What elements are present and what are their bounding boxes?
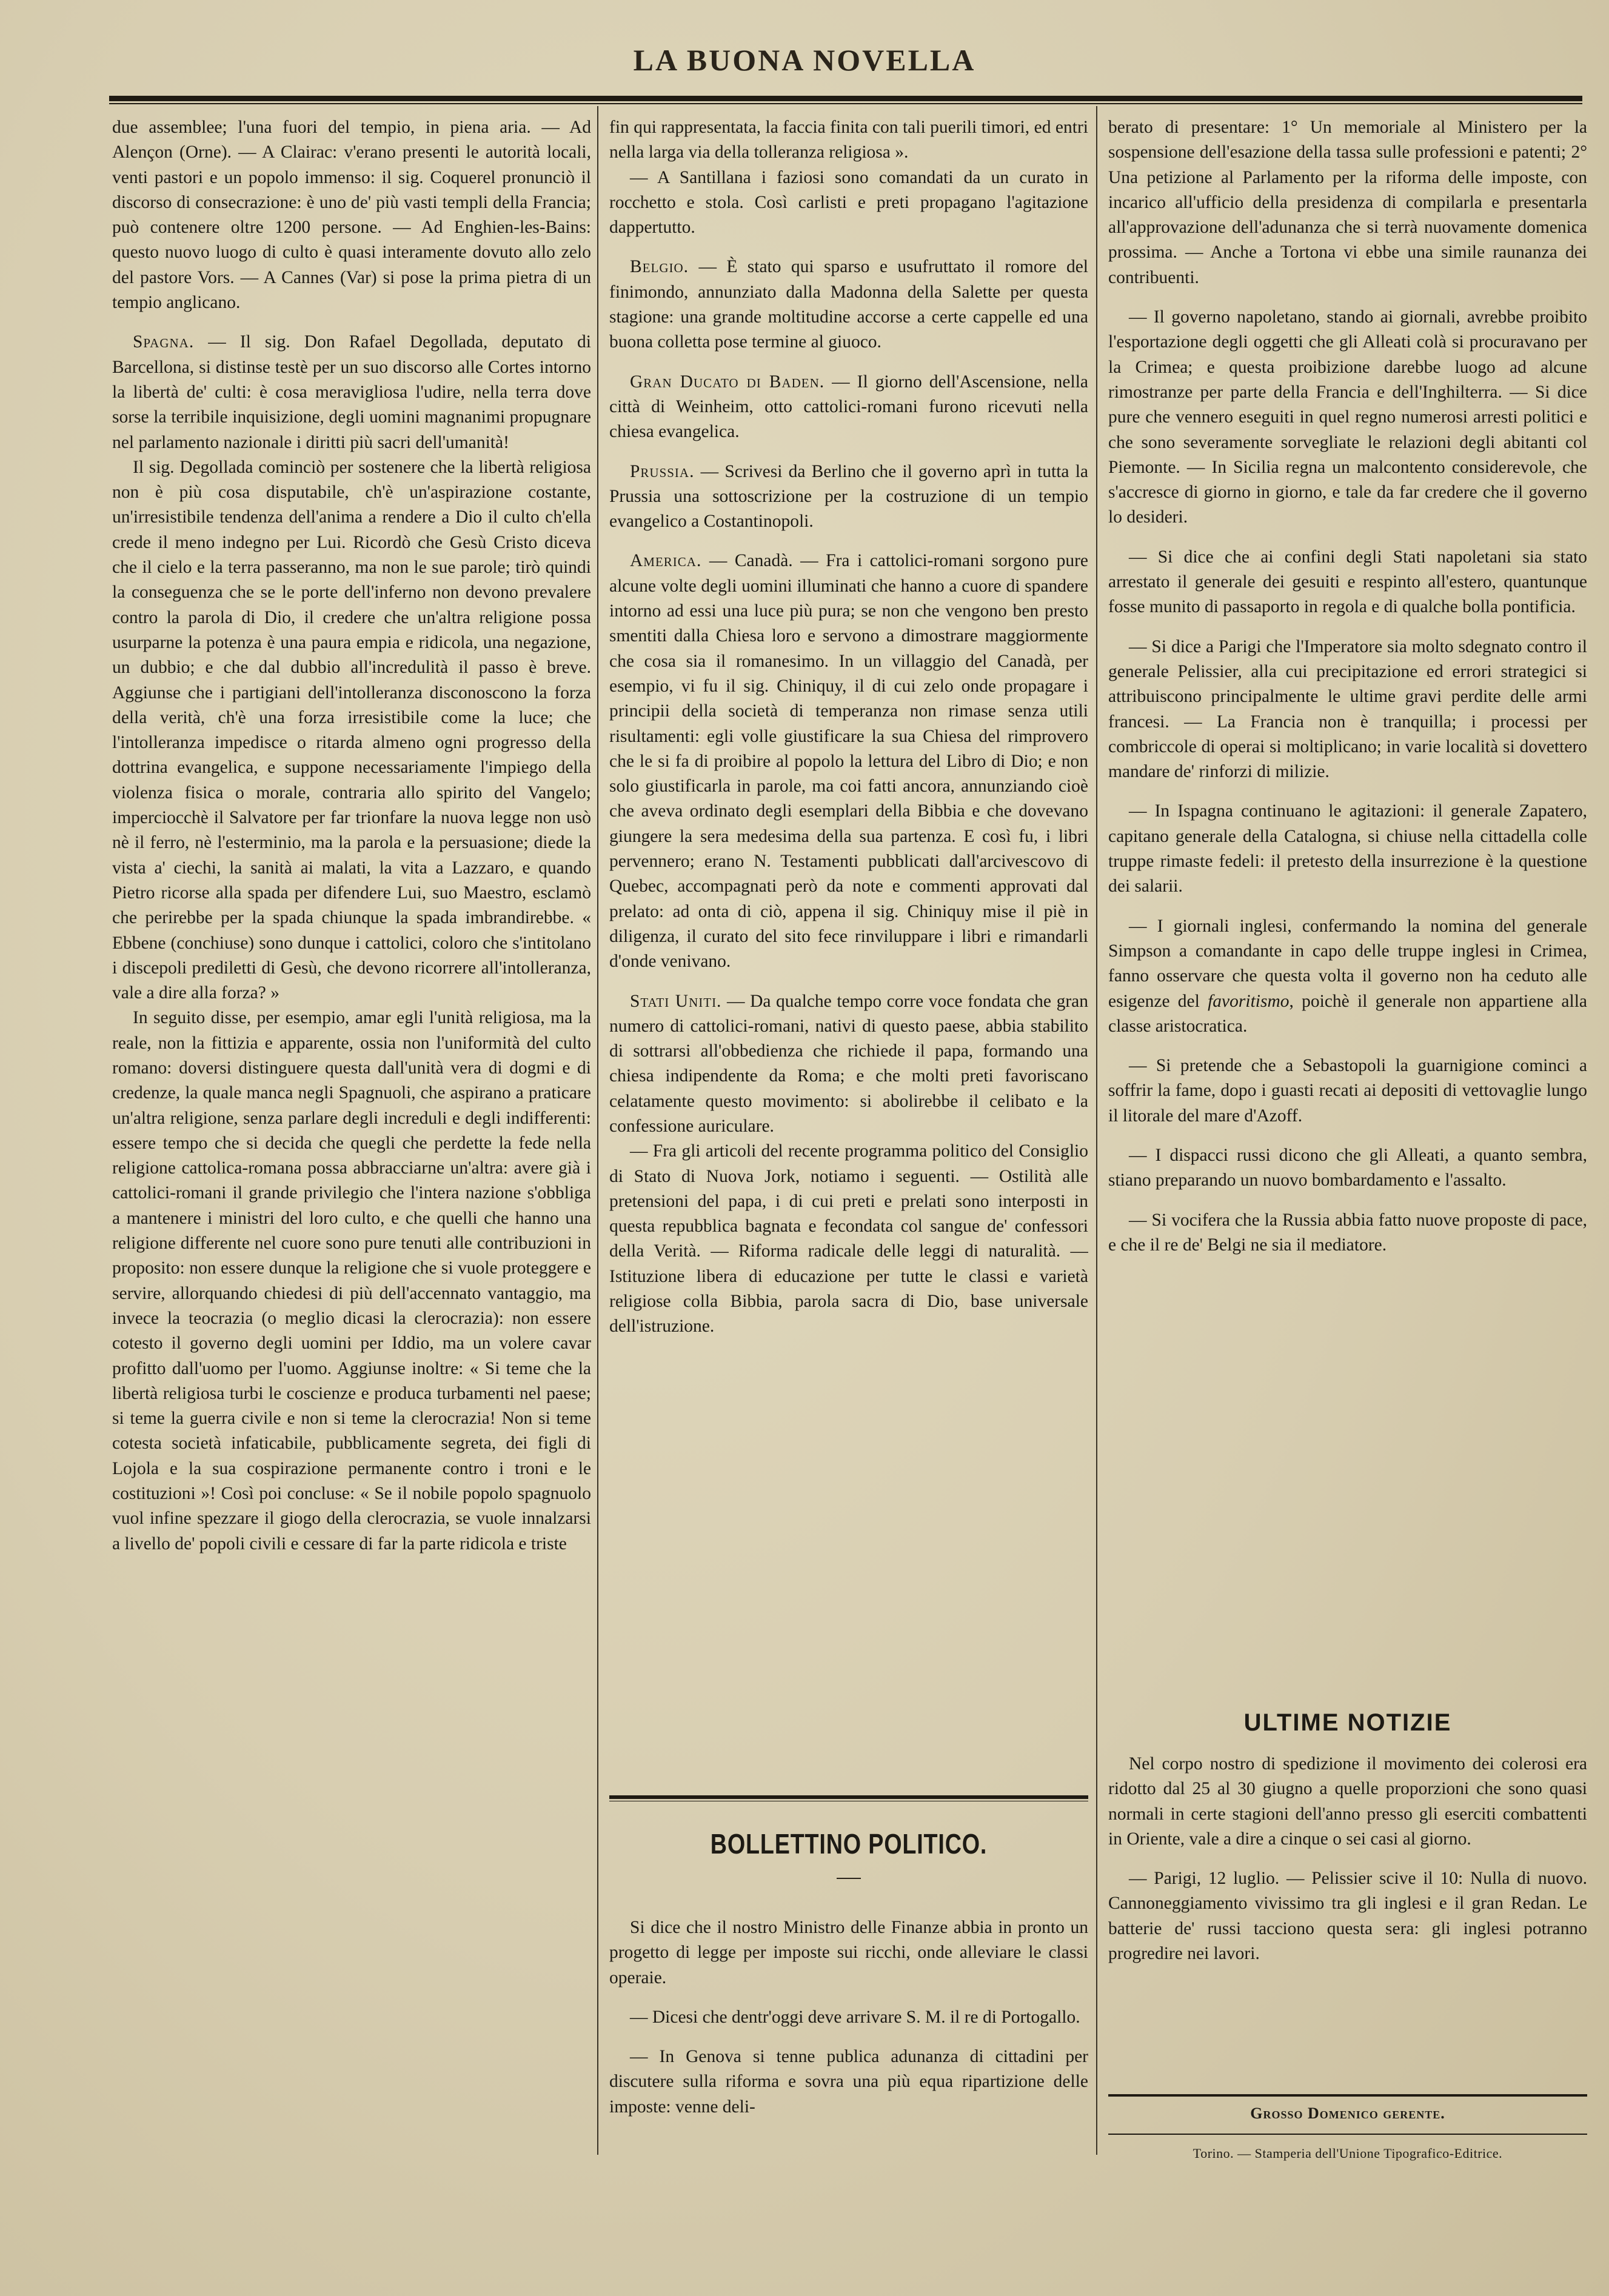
article-prussia: [609, 459, 1088, 535]
title-dash: [837, 1878, 861, 1879]
column-divider-2: [1096, 106, 1097, 2155]
article-text: — I giornali inglesi, confermando la nomina del generale Simpson a comandante in capo delle truppe inglesi in Crimea, fanno osservare che questa volta il governo non ha ceduto alle esigenze del: [1108, 916, 1587, 1011]
article-belgio: [609, 255, 1088, 355]
article-paragraph: — Si dice a Parigi che l'Imperatore sia molto sdegnato contro il generale Pelissier, alla cui precipitazione ed errori strategici si attribuiscono principalmente le ultime gravi perdite delle armi francesi. — La Francia non è tranquilla; i processi per combriccole di operai si moltiplicano; in varie località si dovettero mandare de' rinforzi di milizie.: [1108, 636, 1587, 782]
article-paragraph: — Parigi, 12 luglio. — Pelissier scive il 10: Nulla di nuovo. Cannoneggiamento vivissimo tra gli inglesi e il gran Redan. Le batterie de' russi tacciono questa sera: gli inglesi potranno progredire nei lavori.: [1108, 1869, 1587, 1964]
article-paragraph: — Si dice che ai confini degli Stati napoletani sia stato arrestato il generale dei gesuiti e respinto all'estero, quantunque fosse munito di passaporto in regola e di qualche bolla pontificia.: [1108, 547, 1587, 617]
column-divider-1: [597, 106, 598, 2155]
article-text: — Canadà. — Fra i cattolici-romani sorgono pure alcune volte degli uomini illuminati che hanno a cuore di spandere intorno ad essi una luce più pura; se non che vengono ben presto smentiti dalla Chiesa loro e servono a dimostrare maggiormente che cosa sia il romanesimo. In un villaggio del Canadà, per esempio, vi fu il sig. Chiniquy, il di cui zelo onde propagare i principii della società di temperanza non rimase senza utili risultamenti: egli volle giustificare la sua Chiesa del rimprovero che le si fa di proibire al popolo la lettura del Libro di Dio; e non solo giustificarla in parole, ma coi fatti ancora, annunziando cioè che aveva ordinato degli esemplari della Bibbia e che dovevano giungere la sera medesima della sua partenza. E così fu, i libri pervennero; erano N. Testamenti pubblicati dall'arcivescovo di Quebec, accompagnati però da note e commenti approvati dal prelato: ad onta di ciò, appena il sig. Chiniquy mise il piè in diligenza, il curato del sito fece rinviluppare i libri e rimandarli d'onde venivano.: [609, 551, 1088, 972]
article-spagna: [112, 330, 591, 455]
article-paragraph-simpson: [1108, 914, 1587, 1039]
article-paragraph: — Il governo napoletano, stando ai giornali, avrebbe proibito l'esportazione degli oggetti che gli Alleati colà si procuravano per la Crimea; e questa proibizione darebbe luogo ad alcune rimostranze per parte della Francia e dell'Inghilterra. — Si dice pure che vennero eseguiti in quel regno numerosi arresti politici e che sono severamente sorvegliate le relazioni degli abitanti col Piemonte. — In Sicilia regna un malcontento considerevole, che s'accresce di giorno in giorno, e tale da far credere che il governo lo desideri.: [1108, 307, 1587, 527]
section-head-america: America.: [630, 551, 702, 571]
article-italic: favoritismo: [1208, 991, 1290, 1011]
article-paragraph: berato di presentare: 1° Un memoriale al Ministero per la sospensione dell'esazione della tassa sulle professioni e patenti; 2° Una petizione al Parlamento per la riforma delle imposte, con incarico all'ufficio della presidenza di compilarla e presentarla all'approvazione dell'adunanza che si terrà nuovamente domenica prossima. — Anche a Tortona vi ebbe una simile raunanza dei contribuenti.: [1108, 118, 1587, 287]
article-paragraph: due assemblee; l'una fuori del tempio, in piena aria. — Ad Alençon (Orne). — A Clairac: v'erano presenti le autorità locali, venti pastori e un popolo immenso: il sig. Coquerel pronunciò il discorso di consecrazione: è uno de' più vasti templi della Francia; può contenere oltre 1200 persone. — Ad Enghien-les-Bains: questo nuovo luogo di culto è quasi interamente dovuto allo zelo del pastore Vors. — A Cannes (Var) si pose la prima pietra di un tempio anglicano.: [112, 118, 591, 313]
masthead-title: LA BUONA NOVELLA: [633, 43, 976, 77]
article-paragraph: — In Ispagna continuano le agitazioni: il generale Zapatero, capitano generale della Catalogna, si chiuse nella cittadella colle truppe rimaste fedeli: il pretesto della insurrezione è la questione dei salarii.: [1108, 801, 1587, 896]
section-head-belgio: Belgio.: [630, 257, 689, 277]
bollettino-rule: [609, 1795, 1088, 1801]
gerente-line: Grosso Domenico gerente.: [1250, 2104, 1445, 2122]
article-paragraph: Il sig. Degollada cominciò per sostenere che la libertà religiosa non è più cosa disputabile, ch'è un'aspirazione costante, un'irresistibile tendenza dell'anima a rendere a Dio il culto ch'ella crede il meno indegno per Lui. Ricordò che Gesù Cristo diceva che il cielo e la terra passeranno, ma non le sue parole; tirò quindi la conseguenza che se le porte dell'inferno non devono prevalere contro la parola di Dio, il credere che un'altra religione possa usurparne la potenza è una paura empia e ridicola, una negazione, un dubbio; e che dal dubbio all'incredulità il passo è breve. Aggiunse che i partigiani dell'intolleranza disconoscono la forza della verità, ch'è una forza irresistibile come la luce; che l'intolleranza impedisce o ritarda almeno ogni progresso della dottrina evangelica, e suppone necessariamente l'impiego della violenza fisica o morale, contraria allo spirito del Vangelo; imperciocchè il Salvatore per far trionfare la nuova legge non usò nè il ferro, nè l'esterminio, ma la parola e la persuasione; diede la vista a' ciechi, la sanità ai malati, la vita a Lazzaro, e quando Pietro ricorse alla spada per difendere Lui, suo Maestro, esclamò che perirebbe per la spada chiunque la spada imbrandirebbe. « Ebbene (conchiuse) sono dunque i cattolici, coloro che s'intitolano i discepoli prediletti di Gesù, che devono ricorrere all'intolleranza, vale a dire alla forza? »: [112, 457, 591, 1003]
ultime-notizie-title: ULTIME NOTIZIE: [1243, 1709, 1452, 1736]
article-stati-uniti: [609, 989, 1088, 1140]
article-text: — È stato qui sparso e usufruttato il romore del finimondo, annunziato dalla Madonna della Salette per questa stagione: una grande moltitudine accorse a certe cappelle ed una buona colletta pose termine al giuoco.: [609, 257, 1088, 352]
article-paragraph: — A Santillana i faziosi sono comandati da un curato in rocchetto e stola. Così carlisti e preti propagano l'agitazione dappertutto.: [609, 167, 1088, 238]
article-paragraph: — Fra gli articoli del recente programma politico del Consiglio di Stato di Nuova Jork, notiamo i seguenti. — Ostilità alle pretensioni del papa, i di cui preti e prelati sono interposti in questa repubblica bagnata e fecondata col sangue de' confessori della Verità. — Riforma radicale delle leggi di naturalità. — Istituzione libera di educazione per tutte le classi e varietà religiose colla Bibbia, parola sacra di Dio, base universale dell'istruzione.: [609, 1141, 1088, 1337]
ultime-notizie-body: [1108, 1752, 1587, 2091]
column-2: [609, 115, 1088, 2170]
article-america: [609, 549, 1088, 974]
article-paragraph: — In Genova si tenne publica adunanza di cittadini per discutere sulla riforma e sovra una più equa ripartizione delle imposte: venne deli-: [609, 2047, 1088, 2117]
article-text: — Il sig. Don Rafael Degollada, deputato di Barcellona, si distinse testè per un suo discorso alle Cortes intorno la libertà de' culti: è cosa meravigliosa l'udire, nella terra dove sorse la terribile inquisizione, degli uomini magnanimi propugnare nel parlamento nazionale i diritti più sacri dell'umanità!: [112, 332, 591, 452]
article-paragraph: fin qui rappresentata, la faccia finita con tali puerili timori, ed entri nella larga via della tolleranza religiosa ».: [609, 118, 1088, 162]
article-text: — Da qualche tempo corre voce fondata che gran numero di cattolici-romani, nativi di questo paese, abbia stabilito di sottrarsi all'obbedienza che richiede il papa, formando una chiesa indipendente da Roma; e che molti preti favoriscano celatamente questo movimento: si abolirebbe il celibato e la confessione auriculare.: [609, 991, 1088, 1136]
article-paragraph: — Si vocifera che la Russia abbia fatto nuove proposte di pace, e che il re de' Belgi ne sia il mediatore.: [1108, 1210, 1587, 1255]
printer-imprint: Torino. — Stamperia dell'Unione Tipografico-Editrice.: [1193, 2146, 1503, 2161]
section-head-spagna: Spagna.: [133, 332, 195, 352]
bollettino-title: BOLLETTINO POLITICO.: [710, 1828, 988, 1860]
column-3: [1108, 115, 1587, 1691]
article-text: — Scrivesi da Berlino che il governo aprì in tutta la Prussia una sottoscrizione per la costruzione di un tempio evangelico a Costantinopoli.: [609, 461, 1088, 532]
article-paragraph: Nel corpo nostro di spedizione il movimento dei colerosi era ridotto dal 25 al 30 giugno a quelle proporzioni che sono quasi normali in certe stagioni dell'anno presso gli eserciti combattenti in Oriente, vale a dire a cinque o sei casi al giorno.: [1108, 1754, 1587, 1849]
article-paragraph: Si dice che il nostro Ministro delle Finanze abbia in pronto un progetto di legge per imposte sui ricchi, onde alleviare le classi operaie.: [609, 1918, 1088, 1987]
article-text: , poichè il generale non appartiene alla classe aristocratica.: [1108, 991, 1587, 1036]
gerente-rule-bottom: [1108, 2134, 1587, 2135]
article-paragraph: — Si pretende che a Sebastopoli la guarnigione cominci a soffrir la fame, dopo i guasti recati ai depositi di vettovaglie lungo il litorale del mare d'Azoff.: [1108, 1056, 1587, 1126]
article-paragraph: — Dicesi che dentr'oggi deve arrivare S. M. il re di Portogallo.: [630, 2007, 1080, 2027]
article-text: — Il giorno dell'Ascensione, nella città di Weinheim, otto cattolici-romani furono ricevuti nella chiesa evangelica.: [609, 372, 1088, 442]
section-head-prussia: Prussia.: [630, 461, 695, 481]
section-head-baden: Gran Ducato di Baden.: [630, 372, 825, 392]
article-baden: [609, 370, 1088, 445]
article-paragraph: — I dispacci russi dicono che gli Alleati, a quanto sembra, stiano preparando un nuovo bombardamento e l'assalto.: [1108, 1145, 1587, 1190]
column-1: [112, 115, 591, 2170]
article-paragraph: In seguito disse, per esempio, amar egli l'unità religiosa, ma la reale, non la fittizia e apparente, ossia non l'uniformità del culto romano: doversi distinguere questa dall'unità vera di dogmi e di credenze, la quale manca negli Spagnuoli, che aspirano a praticare un'altra religione, senza parlare degli increduli e degli indifferenti: essere tempo che si decida che quegli che perdette la fede nella religione cattolica-romana possa abbracciarne un'altra: avere già i cattolici-romani il grande privilegio che l'intera nazione s'obbliga a mantenere i ministri del loro culto, e che quelli che hanno una religione differente nel cuore sono pure tenuti alle contribuzioni in proposito: non essere dunque la religione che si vuole proteggere e servire, allorquando chiedesi di più dell'accennato vantaggio, ma invece la teocrazia (o meglio dicasi la clerocrazia): non essere cotesto il governo degli uomini per Iddio, ma un volere cavar profitto dall'uomo per l'uomo. Aggiunse inoltre: « Si teme che la libertà religiosa turbi le coscienze e produca turbamenti nel paese; si teme la guerra civile e non si teme la clerocrazia! Non si teme cotesta società infaticabile, pubblicamente segreta, dei figli di Lojola e la sua cospirazione permanente contro i troni e le costituzioni »! Così poi concluse: « Se il nobile popolo spagnuolo vuol infine spezzare il giogo della clerocrazia, se vuole innalzarsi a livello de' popoli civili e cessare di far la parte ridicola e triste: [112, 1008, 591, 1553]
bollettino-body: [609, 1915, 1088, 2170]
section-head-stati-uniti: Stati Uniti.: [630, 991, 722, 1011]
gerente-rule-top: [1108, 2094, 1587, 2097]
masthead-rule: [109, 96, 1582, 104]
